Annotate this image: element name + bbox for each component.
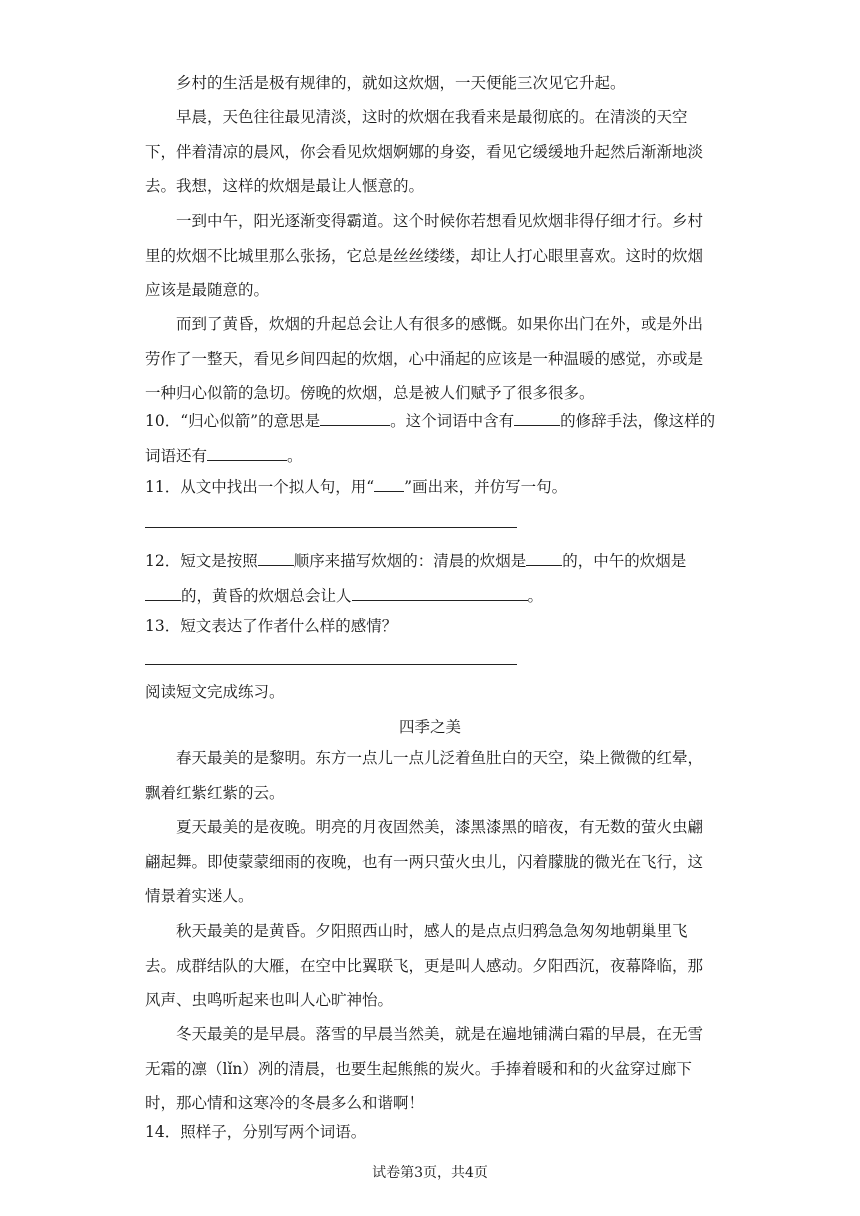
answer-line-13[interactable] bbox=[145, 664, 517, 665]
question-12-blank-3[interactable] bbox=[145, 586, 181, 601]
question-12-blank-4[interactable] bbox=[352, 586, 528, 601]
passage1-paragraph-2: 早晨，天色往往最见清淡，这时的炊烟在我看来是最彻底的。在清淡的天空下，伴着清凉的晨风，你会看见炊烟婀娜的身姿，看见它缓缓地升起然后渐渐地淡去。我想，这样的炊烟是最让人惬意的。 bbox=[145, 108, 704, 195]
passage2-paragraph-1: 春天最美的是黎明。东方一点儿一点儿泛着鱼肚白的天空，染上微微的红晕，飘着红紫红紫的云。 bbox=[145, 749, 704, 802]
question-10-text-d: 。 bbox=[287, 446, 303, 465]
question-11-text-b: ”画出来，并仿写一句。 bbox=[404, 478, 568, 496]
question-12 bbox=[145, 544, 717, 613]
passage2-title: 四季之美 bbox=[398, 718, 461, 736]
question-10-blank-2[interactable] bbox=[514, 411, 560, 426]
question-12-text-b: 顺序来描写炊烟的：清晨的炊烟是 bbox=[293, 552, 527, 570]
question-12-text-c: 的，中午的炊烟是 bbox=[562, 552, 687, 570]
instruction: 阅读短文完成练习。 bbox=[145, 683, 285, 701]
question-12-text-e: 。 bbox=[527, 586, 544, 605]
underline-sample bbox=[374, 477, 404, 492]
question-13: 13．短文表达了作者什么样的感情？ bbox=[145, 617, 398, 635]
page-footer: 试卷第3页，共4页 bbox=[372, 1165, 488, 1181]
passage2-paragraph-3: 秋天最美的是黄昏。夕阳照西山时，感人的是点点归鸦急急匆匆地朝巢里飞去。成群结队的大雁，在空中比翼联飞，更是叫人感动。夕阳西沉，夜幕降临，那风声、虫鸣听起来也叫人心旷神怡。 bbox=[145, 922, 704, 1009]
passage1-paragraph-4: 而到了黄昏，炊烟的升起总会让人有很多的感慨。如果你出门在外，或是外出劳作了一整天，看见乡间四起的炊烟，心中涌起的应该是一种温暖的感觉，亦或是一种归心似箭的急切。傍晚的炊烟，总是被人们赋予了很多很多。 bbox=[145, 315, 704, 402]
answer-line-11[interactable] bbox=[145, 527, 517, 528]
passage1-paragraph-3: 一到中午，阳光逐渐变得霸道。这个时候你若想看见炊烟非得仔细才行。乡村里的炊烟不比城里那么张扬，它总是丝丝缕缕，却让人打心眼里喜欢。这时的炊烟应该是最随意的。 bbox=[145, 212, 704, 299]
question-10-text-c: 的修辞手法，像这样的词语还有 bbox=[145, 412, 716, 465]
question-10-blank-3[interactable] bbox=[207, 446, 287, 461]
passage2-paragraph-4: 冬天最美的是早晨。落雪的早晨当然美，就是在遍地铺满白霜的早晨，在无雪无霜的凛（lǐn）冽的清晨，也要生起熊熊的炭火。手捧着暖和和的火盆穿过廊下时，那心情和这寒冷的冬晨多么和谐啊！ bbox=[145, 1025, 704, 1112]
question-11 bbox=[145, 470, 717, 505]
question-10-text-a: 10．“归心似箭”的意思是 bbox=[145, 412, 321, 430]
passage2-paragraph-2: 夏天最美的是夜晚。明亮的月夜固然美，漆黑漆黑的暗夜，有无数的萤火虫翩翩起舞。即使蒙蒙细雨的夜晚，也有一两只萤火虫儿，闪着朦胧的微光在飞行，这情景着实迷人。 bbox=[145, 818, 704, 905]
question-11-text-a: 11．从文中找出一个拟人句，用“ bbox=[145, 478, 375, 496]
question-10 bbox=[145, 404, 717, 473]
question-10-blank-1[interactable] bbox=[320, 411, 390, 426]
question-12-blank-1[interactable] bbox=[258, 551, 294, 566]
question-12-text-a: 12．短文是按照 bbox=[145, 552, 258, 570]
question-10-text-b: 。这个词语中含有 bbox=[390, 412, 515, 430]
passage1-paragraph-1: 乡村的生活是极有规律的，就如这炊烟，一天便能三次见它升起。 bbox=[176, 74, 626, 92]
question-12-blank-2[interactable] bbox=[526, 551, 562, 566]
question-12-text-d: 的，黄昏的炊烟总会让人 bbox=[181, 586, 352, 605]
question-14: 14．照样子，分别写两个词语。 bbox=[145, 1123, 367, 1141]
